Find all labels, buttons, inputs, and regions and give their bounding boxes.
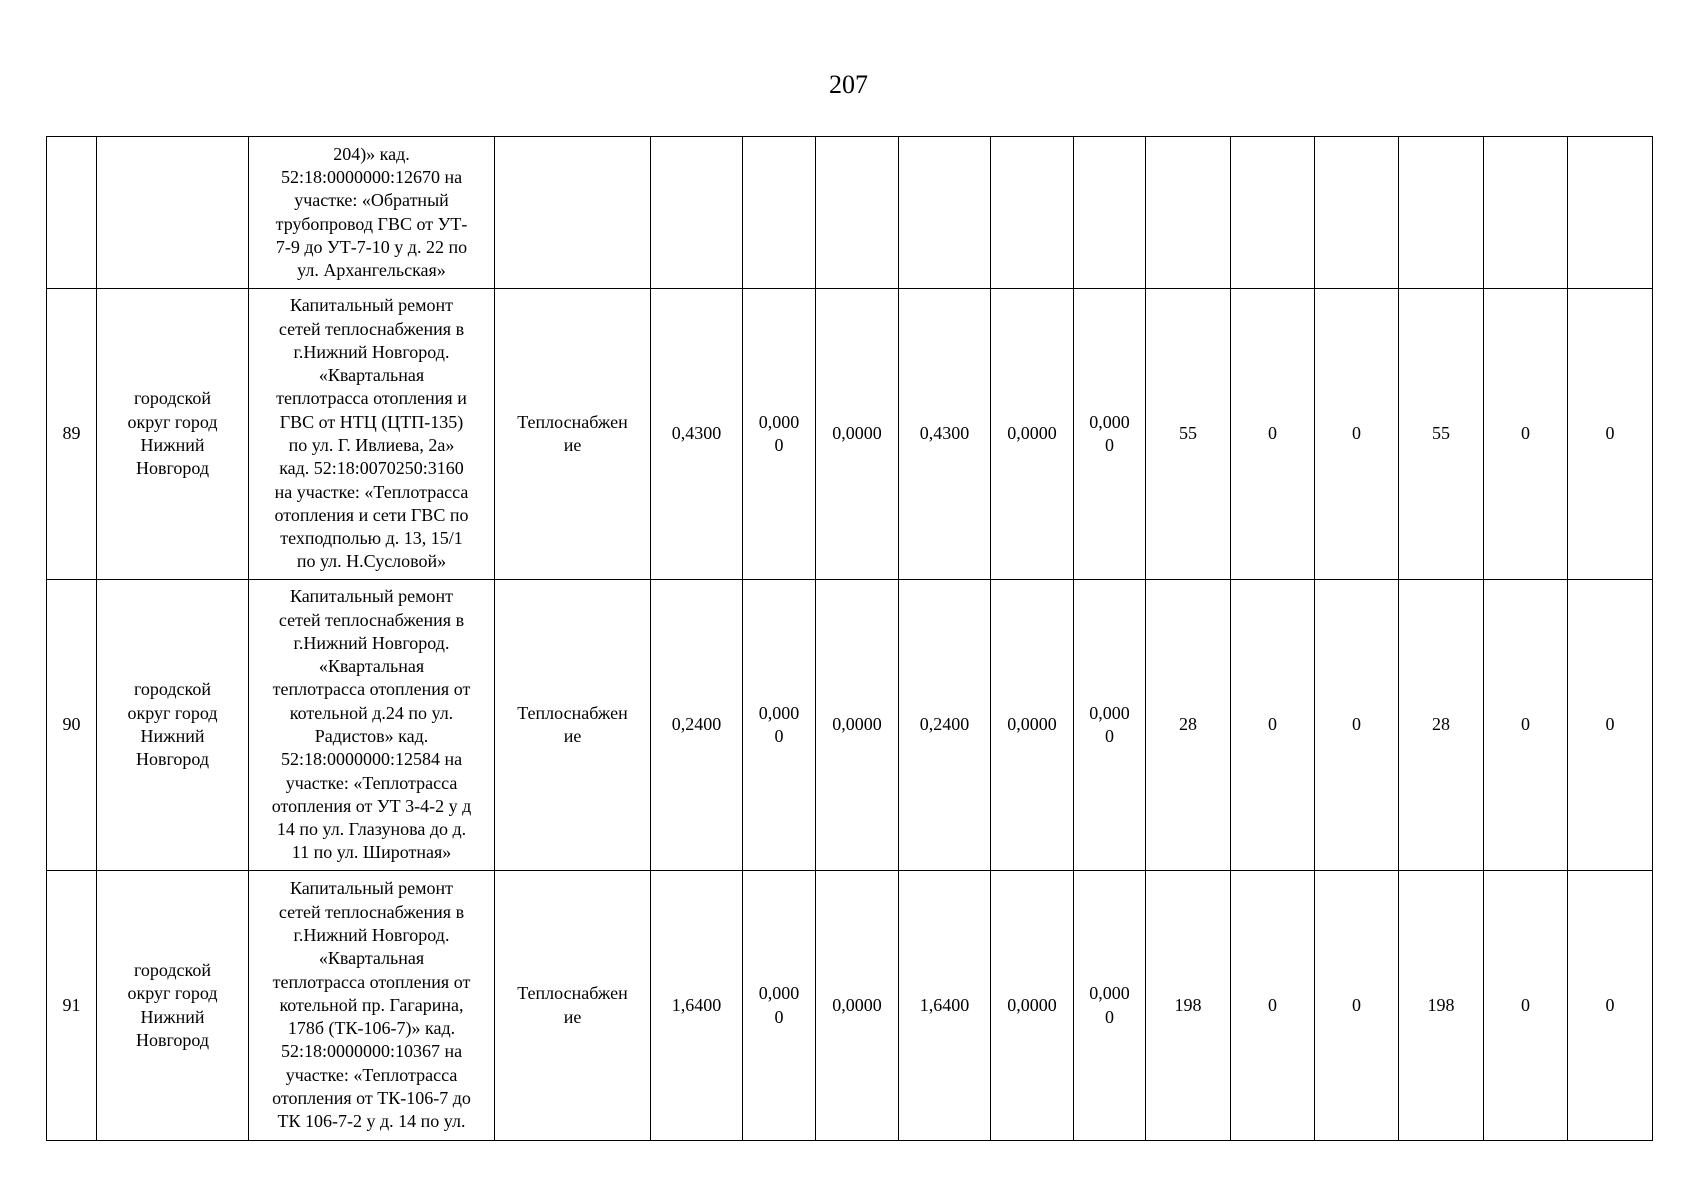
cell-length-3: 0,0000 [816, 580, 899, 871]
cell-count-2: 0 [1231, 289, 1315, 580]
description-line: сетей теплоснабжения в [278, 901, 465, 922]
cell-length-6 [1074, 289, 1146, 580]
cell-count-4 [1399, 137, 1484, 289]
type-line: ие [563, 726, 582, 746]
cell-count-2: 0 [1231, 871, 1315, 1141]
value-line: 0,000 [1089, 983, 1130, 1004]
description-line: техподполью д. 13, 15/1 [280, 528, 463, 549]
municipality-line: городской [133, 679, 212, 700]
table-row-continuation [47, 137, 1653, 289]
municipality-line: Новгород [135, 1029, 210, 1050]
cell-count-5: 0 [1484, 289, 1568, 580]
description-line: отопления и сети ГВС по [274, 504, 469, 525]
value-line: 0 [1105, 1006, 1114, 1027]
description-line: Капитальный ремонт [290, 586, 453, 607]
description-line: участке: «Теплотрасса [285, 1064, 458, 1085]
cell-type [495, 871, 651, 1141]
municipality-line: Нижний [140, 435, 205, 455]
description-line: сетей теплоснабжения в [278, 318, 465, 339]
cell-length-2 [743, 871, 816, 1141]
cell-count-3 [1315, 137, 1399, 289]
cell-num: 89 [47, 289, 97, 580]
cell-municipality [97, 137, 249, 289]
cell-municipality [97, 580, 249, 871]
description-line: Капитальный ремонт [290, 295, 453, 316]
description-line: г.Нижний Новгород. [293, 632, 450, 653]
cell-type [495, 137, 651, 289]
cell-length-2 [743, 580, 816, 871]
cell-length-2 [743, 137, 816, 289]
cell-type [495, 580, 651, 871]
cell-num: 91 [47, 871, 97, 1141]
municipality-line: Новгород [135, 458, 210, 479]
description-line: котельной д.24 по ул. [289, 702, 454, 723]
cell-length-2 [743, 289, 816, 580]
cell-length-4: 0,4300 [899, 289, 991, 580]
description-line: «Квартальная [318, 656, 425, 677]
description-line: теплотрасса отопления от [272, 679, 471, 700]
description-line: сетей теплоснабжения в [278, 609, 465, 630]
cell-count-6 [1568, 137, 1653, 289]
description-line: 204)» кад. [333, 143, 410, 164]
cell-municipality [97, 871, 249, 1141]
description-line: теплотрасса отопления и [276, 388, 467, 409]
value-line: 0,000 [758, 702, 800, 723]
cell-description [249, 289, 495, 580]
cell-length-4: 1,6400 [899, 871, 991, 1141]
municipality-line: городской [133, 959, 212, 980]
cell-count-total [1146, 137, 1231, 289]
cell-length-4 [899, 137, 991, 289]
cell-length-total [651, 137, 743, 289]
description-line: г.Нижний Новгород. [293, 924, 450, 945]
description-line: ул. Архангельская» [297, 260, 446, 281]
description-line: отопления от ТК-106-7 до [272, 1088, 471, 1109]
cell-count-4: 198 [1399, 871, 1484, 1141]
description-line: 14 по ул. Глазунова до д. [276, 819, 467, 840]
cell-description [249, 580, 495, 871]
cell-length-3: 0,0000 [816, 871, 899, 1141]
description-line: участке: «Обратный [294, 190, 449, 211]
cell-num: 90 [47, 580, 97, 871]
cell-length-4: 0,2400 [899, 580, 991, 871]
description-line: по ул. Н.Сусловой» [296, 551, 447, 572]
cell-length-5 [991, 137, 1074, 289]
description-line: 52:18:0000000:12584 на [280, 749, 463, 770]
description-line: 52:18:0000000:10367 на [280, 1041, 463, 1062]
description-line: отопления от УТ 3-4-2 у д [271, 795, 472, 816]
cell-municipality [97, 289, 249, 580]
cell-description [249, 137, 495, 289]
description-line: 7-9 до УТ-7-10 у д. 22 по [275, 236, 468, 257]
cell-length-6 [1074, 580, 1146, 871]
page-number: 207 [829, 70, 868, 99]
municipality-line: округ город [127, 702, 218, 723]
municipality-line: округ город [127, 983, 218, 1004]
description-line: трубопровод ГВС от УТ- [275, 213, 468, 234]
type-line: Теплоснабжен [517, 702, 628, 723]
description-line: «Квартальная [318, 365, 425, 386]
cell-count-3: 0 [1315, 289, 1399, 580]
description-line: ТК 106-7-2 у д. 14 по ул. [277, 1111, 466, 1132]
cell-count-6: 0 [1568, 580, 1653, 871]
cell-num [47, 137, 97, 289]
cell-length-5: 0,0000 [991, 580, 1074, 871]
cell-length-6 [1074, 871, 1146, 1141]
description-line: Капитальный ремонт [290, 878, 453, 899]
table-row [47, 580, 1653, 871]
cell-count-3: 0 [1315, 580, 1399, 871]
cell-length-total: 1,6400 [651, 871, 743, 1141]
description-line: теплотрасса отопления от [272, 971, 471, 992]
description-line: Радистов» кад. [314, 726, 429, 746]
description-line: 11 по ул. Широтная» [291, 842, 452, 863]
cell-count-2: 0 [1231, 580, 1315, 871]
value-line: 0,000 [758, 411, 800, 432]
cell-description [249, 871, 495, 1141]
value-line: 0 [1105, 726, 1114, 746]
cell-length-3 [816, 137, 899, 289]
type-line: ие [563, 1006, 582, 1027]
municipality-line: Новгород [135, 749, 210, 770]
type-line: ие [563, 435, 582, 455]
municipality-line: Нижний [140, 726, 205, 746]
description-line: «Квартальная [318, 948, 425, 969]
description-line: ГВС от НТЦ (ЦТП-135) [279, 411, 464, 432]
table-row [47, 289, 1653, 580]
value-line: 0,000 [758, 983, 800, 1004]
cell-length-3: 0,0000 [816, 289, 899, 580]
cell-type [495, 289, 651, 580]
municipality-line: округ город [127, 411, 218, 432]
cell-count-6: 0 [1568, 289, 1653, 580]
type-line: Теплоснабжен [517, 411, 628, 432]
value-line: 0 [1105, 435, 1114, 455]
municipality-line: Нижний [140, 1006, 205, 1027]
description-line: на участке: «Теплотрасса [274, 481, 469, 502]
cell-count-total: 55 [1146, 289, 1231, 580]
cell-count-5 [1484, 137, 1568, 289]
value-line: 0 [774, 435, 784, 455]
description-line: 178б (ТК-106-7)» кад. [287, 1018, 456, 1039]
cell-length-5: 0,0000 [991, 871, 1074, 1141]
cell-count-2 [1231, 137, 1315, 289]
value-line: 0,000 [1089, 702, 1130, 723]
value-line: 0 [774, 726, 784, 746]
description-line: по ул. Г. Ивлиева, 2а» [288, 435, 455, 455]
value-line: 0 [774, 1006, 784, 1027]
value-line: 0,000 [1089, 411, 1130, 432]
cell-length-total: 0,4300 [651, 289, 743, 580]
cell-count-5: 0 [1484, 580, 1568, 871]
cell-length-6 [1074, 137, 1146, 289]
description-line: 52:18:0000000:12670 на [280, 166, 463, 187]
municipality-line: городской [133, 388, 212, 409]
description-line: участке: «Теплотрасса [285, 772, 458, 793]
cell-count-5: 0 [1484, 871, 1568, 1141]
cell-count-total: 198 [1146, 871, 1231, 1141]
type-line: Теплоснабжен [517, 983, 628, 1004]
cell-count-4: 28 [1399, 580, 1484, 871]
cell-count-4: 55 [1399, 289, 1484, 580]
capital-repair-table [46, 136, 1653, 1141]
cell-count-6: 0 [1568, 871, 1653, 1141]
description-line: котельной пр. Гагарина, [279, 994, 464, 1015]
table-row [47, 871, 1653, 1141]
cell-length-5: 0,0000 [991, 289, 1074, 580]
description-line: г.Нижний Новгород. [293, 341, 450, 362]
cell-count-total: 28 [1146, 580, 1231, 871]
cell-count-3: 0 [1315, 871, 1399, 1141]
cell-length-total: 0,2400 [651, 580, 743, 871]
description-line: кад. 52:18:0070250:3160 [279, 458, 464, 479]
